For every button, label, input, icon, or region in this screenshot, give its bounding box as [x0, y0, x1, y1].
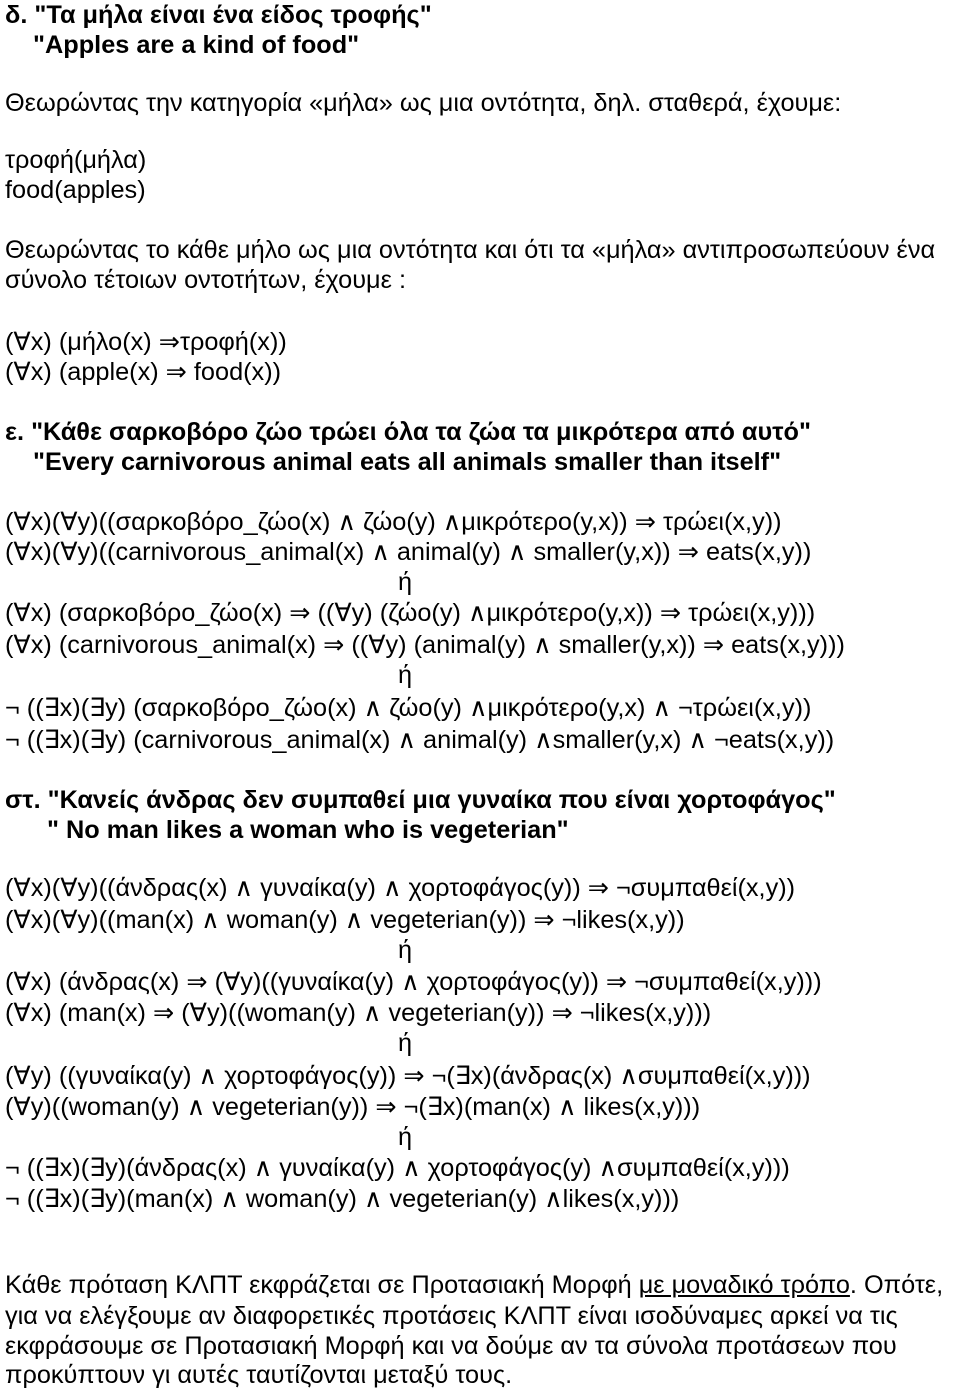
- section-st-formula-english-3: (∀y)((woman(y) ∧ vegeterian(y)) ⇒ ¬(∃x)(man(x) ∧ likes(x,y))): [5, 1093, 701, 1121]
- or-separator: ή: [398, 1029, 413, 1057]
- section-st-formula-english-1: (∀x)(∀y)((man(x) ∧ woman(y) ∧ vegeterian(y)) ⇒ ¬likes(x,y)): [5, 906, 685, 934]
- section-e-formula-english-1: (∀x)(∀y)((carnivorous_animal(x) ∧ animal(y) ∧ smaller(y,x)) ⇒ eats(x,y)): [5, 538, 812, 566]
- section-d-intro: Θεωρώντας την κατηγορία «μήλα» ως μια οντότητα, δηλ. σταθερά, έχουμε:: [5, 89, 842, 117]
- section-st-heading-english: " No man likes a woman who is vegeterian": [47, 816, 569, 844]
- section-d-description-line1: Θεωρώντας το κάθε μήλο ως μια οντότητα και ότι τα «μήλα» αντιπροσωπεύουν ένα: [5, 236, 936, 264]
- section-st-heading-greek: στ. "Κανείς άνδρας δεν συμπαθεί μια γυναίκα που είναι χορτοφάγος": [5, 786, 836, 814]
- section-st-formula-greek-1: (∀x)(∀y)((άνδρας(x) ∧ γυναίκα(y) ∧ χορτοφάγος(y)) ⇒ ¬συμπαθεί(x,y)): [5, 874, 796, 902]
- section-e-formula-greek-2: (∀x) (σαρκοβόρο_ζώο(x) ⇒ ((∀y) (ζώο(y) ∧μικρότερο(y,x)) ⇒ τρώει(x,y))): [5, 599, 816, 627]
- conclusion-line-4: προκύπτουν γι αυτές ταυτίζονται μεταξύ τους.: [5, 1361, 513, 1389]
- section-d-constant-greek: τροφή(μήλα): [5, 146, 147, 174]
- section-d-heading-greek: δ. "Τα μήλα είναι ένα είδος τροφής": [5, 1, 432, 29]
- section-e-formula-greek-1: (∀x)(∀y)((σαρκοβόρο_ζώο(x) ∧ ζώο(y) ∧μικρότερο(y,x)) ⇒ τρώει(x,y)): [5, 508, 782, 536]
- section-d-constant-english: food(apples): [5, 176, 146, 204]
- or-separator: ή: [398, 936, 413, 964]
- or-separator: ή: [398, 568, 413, 596]
- section-d-description-line2: σύνολο τέτοιων οντοτήτων, έχουμε :: [5, 266, 406, 294]
- conclusion-line-1: [5, 1270, 943, 1300]
- section-d-formula-english: (∀x) (apple(x) ⇒ food(x)): [5, 358, 282, 386]
- section-st-formula-english-2: (∀x) (man(x) ⇒ (∀y)((woman(y) ∧ vegeterian(y)) ⇒ ¬likes(x,y))): [5, 999, 712, 1027]
- conclusion-line-1-end: . Οπότε,: [849, 1271, 944, 1299]
- section-st-formula-english-4: ¬ ((∃x)(∃y)(man(x) ∧ woman(y) ∧ vegeterian(y) ∧likes(x,y))): [5, 1185, 680, 1213]
- or-separator: ή: [398, 661, 413, 689]
- section-e-heading-greek: ε. "Κάθε σαρκοβόρο ζώο τρώει όλα τα ζώα τα μικρότερα από αυτό": [5, 418, 811, 446]
- section-st-formula-greek-2: (∀x) (άνδρας(x) ⇒ (∀y)((γυναίκα(y) ∧ χορτοφάγος(y)) ⇒ ¬συμπαθεί(x,y))): [5, 968, 822, 996]
- conclusion-line-3: εκφράσουμε σε Προτασιακή Μορφή και να δούμε αν τα σύνολα προτάσεων που: [5, 1332, 897, 1360]
- conclusion-line-2: για να ελέγξουμε αν διαφορετικές προτάσεις ΚΛΠΤ είναι ισοδύναμες αρκεί να τις: [5, 1302, 898, 1330]
- section-e-formula-greek-3: ¬ ((∃x)(∃y) (σαρκοβόρο_ζώο(x) ∧ ζώο(y) ∧μικρότερο(y,x) ∧ ¬τρώει(x,y)): [5, 694, 812, 722]
- section-e-formula-english-2: (∀x) (carnivorous_animal(x) ⇒ ((∀y) (animal(y) ∧ smaller(y,x)) ⇒ eats(x,y))): [5, 631, 845, 659]
- section-st-formula-greek-3: (∀y) ((γυναίκα(y) ∧ χορτοφάγος(y)) ⇒ ¬(∃x)(άνδρας(x) ∧συμπαθεί(x,y))): [5, 1062, 811, 1090]
- section-e-formula-english-3: ¬ ((∃x)(∃y) (carnivorous_animal(x) ∧ animal(y) ∧smaller(y,x) ∧ ¬eats(x,y)): [5, 726, 835, 754]
- section-d-heading-english: "Apples are a kind of food": [33, 31, 360, 59]
- section-st-formula-greek-4: ¬ ((∃x)(∃y)(άνδρας(x) ∧ γυναίκα(y) ∧ χορτοφάγος(y) ∧συμπαθεί(x,y))): [5, 1154, 790, 1182]
- conclusion-line-1-start: Κάθε πρόταση ΚΛΠΤ εκφράζεται σε Προτασιακή Μορφή: [5, 1271, 639, 1299]
- or-separator: ή: [398, 1123, 413, 1151]
- section-d-formula-greek: (∀x) (μήλο(x) ⇒τροφή(x)): [5, 328, 287, 356]
- section-e-heading-english: "Every carnivorous animal eats all animals smaller than itself": [33, 448, 782, 476]
- underlined-emphasis: με μοναδικό τρόπο: [638, 1271, 850, 1299]
